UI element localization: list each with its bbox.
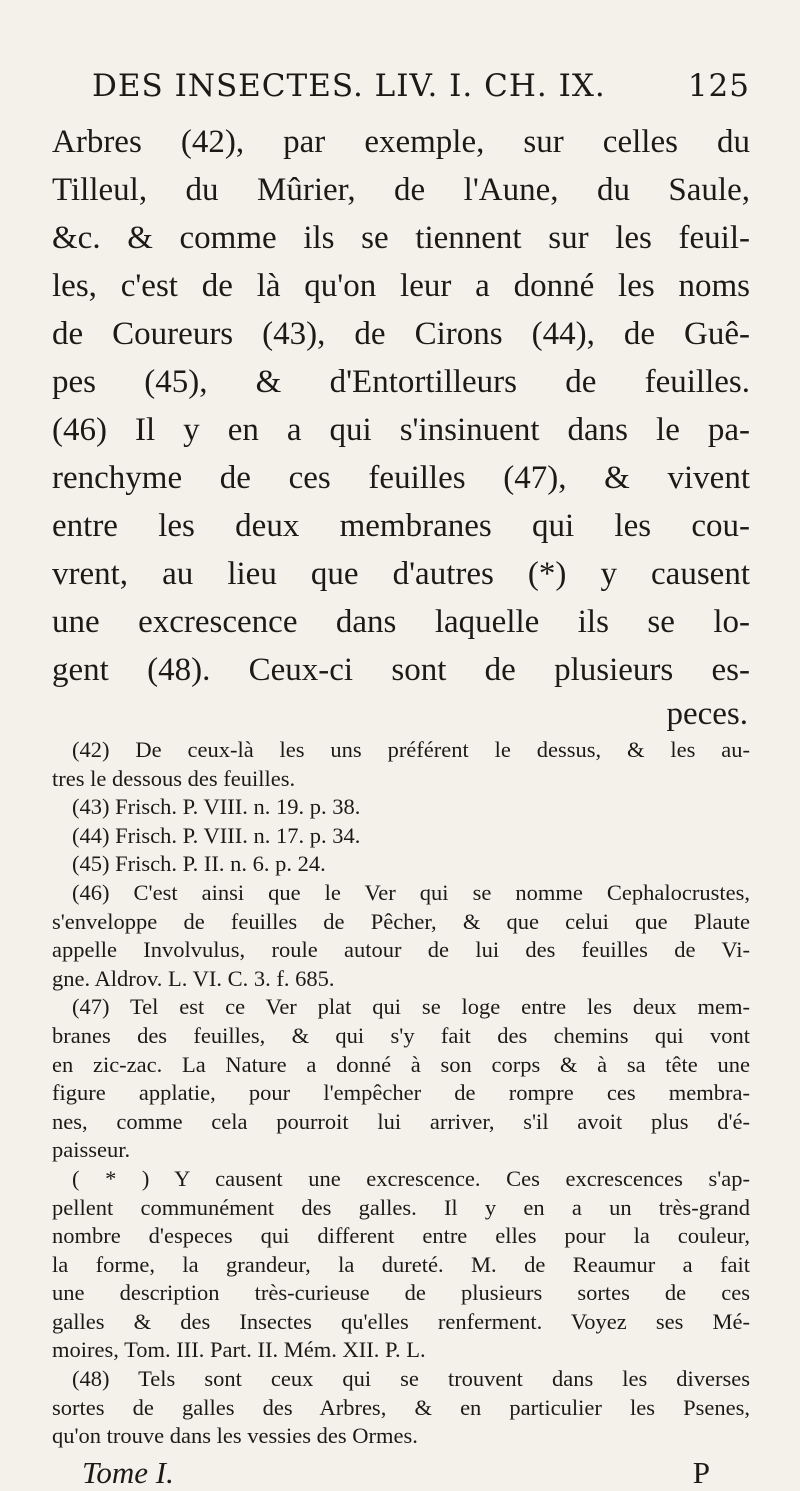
volume-label: Tome I. xyxy=(82,1454,174,1490)
footnote xyxy=(52,850,750,879)
text-line: Arbres (42), par exemple, sur celles du xyxy=(52,124,750,160)
footnote-line: tres le dessous des feuilles. xyxy=(52,765,296,791)
footnote-line: nombre d'especes qui different entre elles pour la couleur, xyxy=(52,1223,750,1249)
footnote-line: (44) Frisch. P. VIII. n. 17. p. 34. xyxy=(72,822,361,848)
main-text xyxy=(52,118,750,694)
text-line: gent (48). Ceux-ci sont de plusieurs es- xyxy=(52,652,750,688)
text-line: entre les deux membranes qui les cou- xyxy=(52,508,750,544)
footnote-line: galles & des Insectes qu'elles renferment. Voyez ses Mé- xyxy=(52,1308,750,1334)
footnote xyxy=(52,1165,750,1365)
text-line: vrent, au lieu que d'autres (*) y causent xyxy=(52,556,750,592)
footnote-line: gne. Aldrov. L. VI. C. 3. f. 685. xyxy=(52,965,335,991)
footnote-line: s'enveloppe de feuilles de Pêcher, & que celui que Plaute xyxy=(52,908,750,934)
footnote-line: qu'on trouve dans les vessies des Ormes. xyxy=(52,1423,418,1449)
footnote xyxy=(52,736,750,793)
footnote-line: paisseur. xyxy=(52,1137,131,1163)
text-line: &c. & comme ils se tiennent sur les feuil- xyxy=(52,220,750,256)
running-head xyxy=(92,68,750,104)
footnote xyxy=(52,993,750,1165)
running-title: DES INSECTES. LIV. I. CH. IX. xyxy=(92,68,606,104)
text-line: renchyme de ces feuilles (47), & vivent xyxy=(52,460,750,496)
footnote-line: figure applatie, pour l'empêcher de rompre ces membra- xyxy=(52,1080,750,1106)
footnote-line: une description très-curieuse de plusieurs sortes de ces xyxy=(52,1280,750,1306)
footnote xyxy=(52,793,750,822)
footnote-line: nes, comme cela pourroit lui arriver, s'il avoit plus d'é- xyxy=(52,1108,750,1134)
footnote-line: (47) Tel est ce Ver plat qui se loge entre les deux mem- xyxy=(72,994,750,1020)
footnote-line: (48) Tels sont ceux qui se trouvent dans les diverses xyxy=(72,1366,750,1392)
footnote-line: ( * ) Y causent une excrescence. Ces excrescences s'ap- xyxy=(72,1165,750,1191)
footnote-line: moires, Tom. III. Part. II. Mém. XII. P. L. xyxy=(52,1337,426,1363)
footnote-line: en zic-zac. La Nature a donné à son corps & à sa tête une xyxy=(52,1051,750,1077)
text-line: (46) Il y en a qui s'insinuent dans le pa- xyxy=(52,412,750,448)
footnote-line: (43) Frisch. P. VIII. n. 19. p. 38. xyxy=(72,794,361,820)
footnote-line: sortes de galles des Arbres, & en particulier les Psenes, xyxy=(52,1394,750,1420)
footnote-line: (45) Frisch. P. II. n. 6. p. 24. xyxy=(72,851,326,877)
footnote-line: pellent communément des galles. Il y en a un très-grand xyxy=(52,1194,750,1220)
footnote-line: appelle Involvulus, roule autour de lui des feuilles de Vi- xyxy=(52,937,750,963)
text-line: une excrescence dans laquelle ils se lo- xyxy=(52,604,750,640)
catchword: peces. xyxy=(666,696,748,732)
page-number: 125 xyxy=(687,68,750,104)
footnote-line: branes des feuilles, & qui s'y fait des chemins qui vont xyxy=(52,1022,750,1048)
footnote xyxy=(52,822,750,851)
page-footer xyxy=(52,1455,750,1491)
footnote-line: (42) De ceux-là les uns préférent le dessus, & les au- xyxy=(72,737,750,762)
text-line: Tilleul, du Mûrier, de l'Aune, du Saule, xyxy=(52,172,750,208)
text-line: pes (45), & d'Entortilleurs de feuilles. xyxy=(52,364,750,400)
footnotes xyxy=(52,736,750,1451)
text-line: les, c'est de là qu'on leur a donné les noms xyxy=(52,268,750,304)
footnote xyxy=(52,1365,750,1451)
footnote xyxy=(52,879,750,993)
footnote-line: (46) C'est ainsi que le Ver qui se nomme Cephalocrustes, xyxy=(72,879,750,905)
text-line: de Coureurs (43), de Cirons (44), de Guê- xyxy=(52,316,750,352)
footnote-line: la forme, la grandeur, la dureté. M. de Reaumur a fait xyxy=(52,1251,750,1277)
signature-mark: P xyxy=(692,1454,710,1490)
